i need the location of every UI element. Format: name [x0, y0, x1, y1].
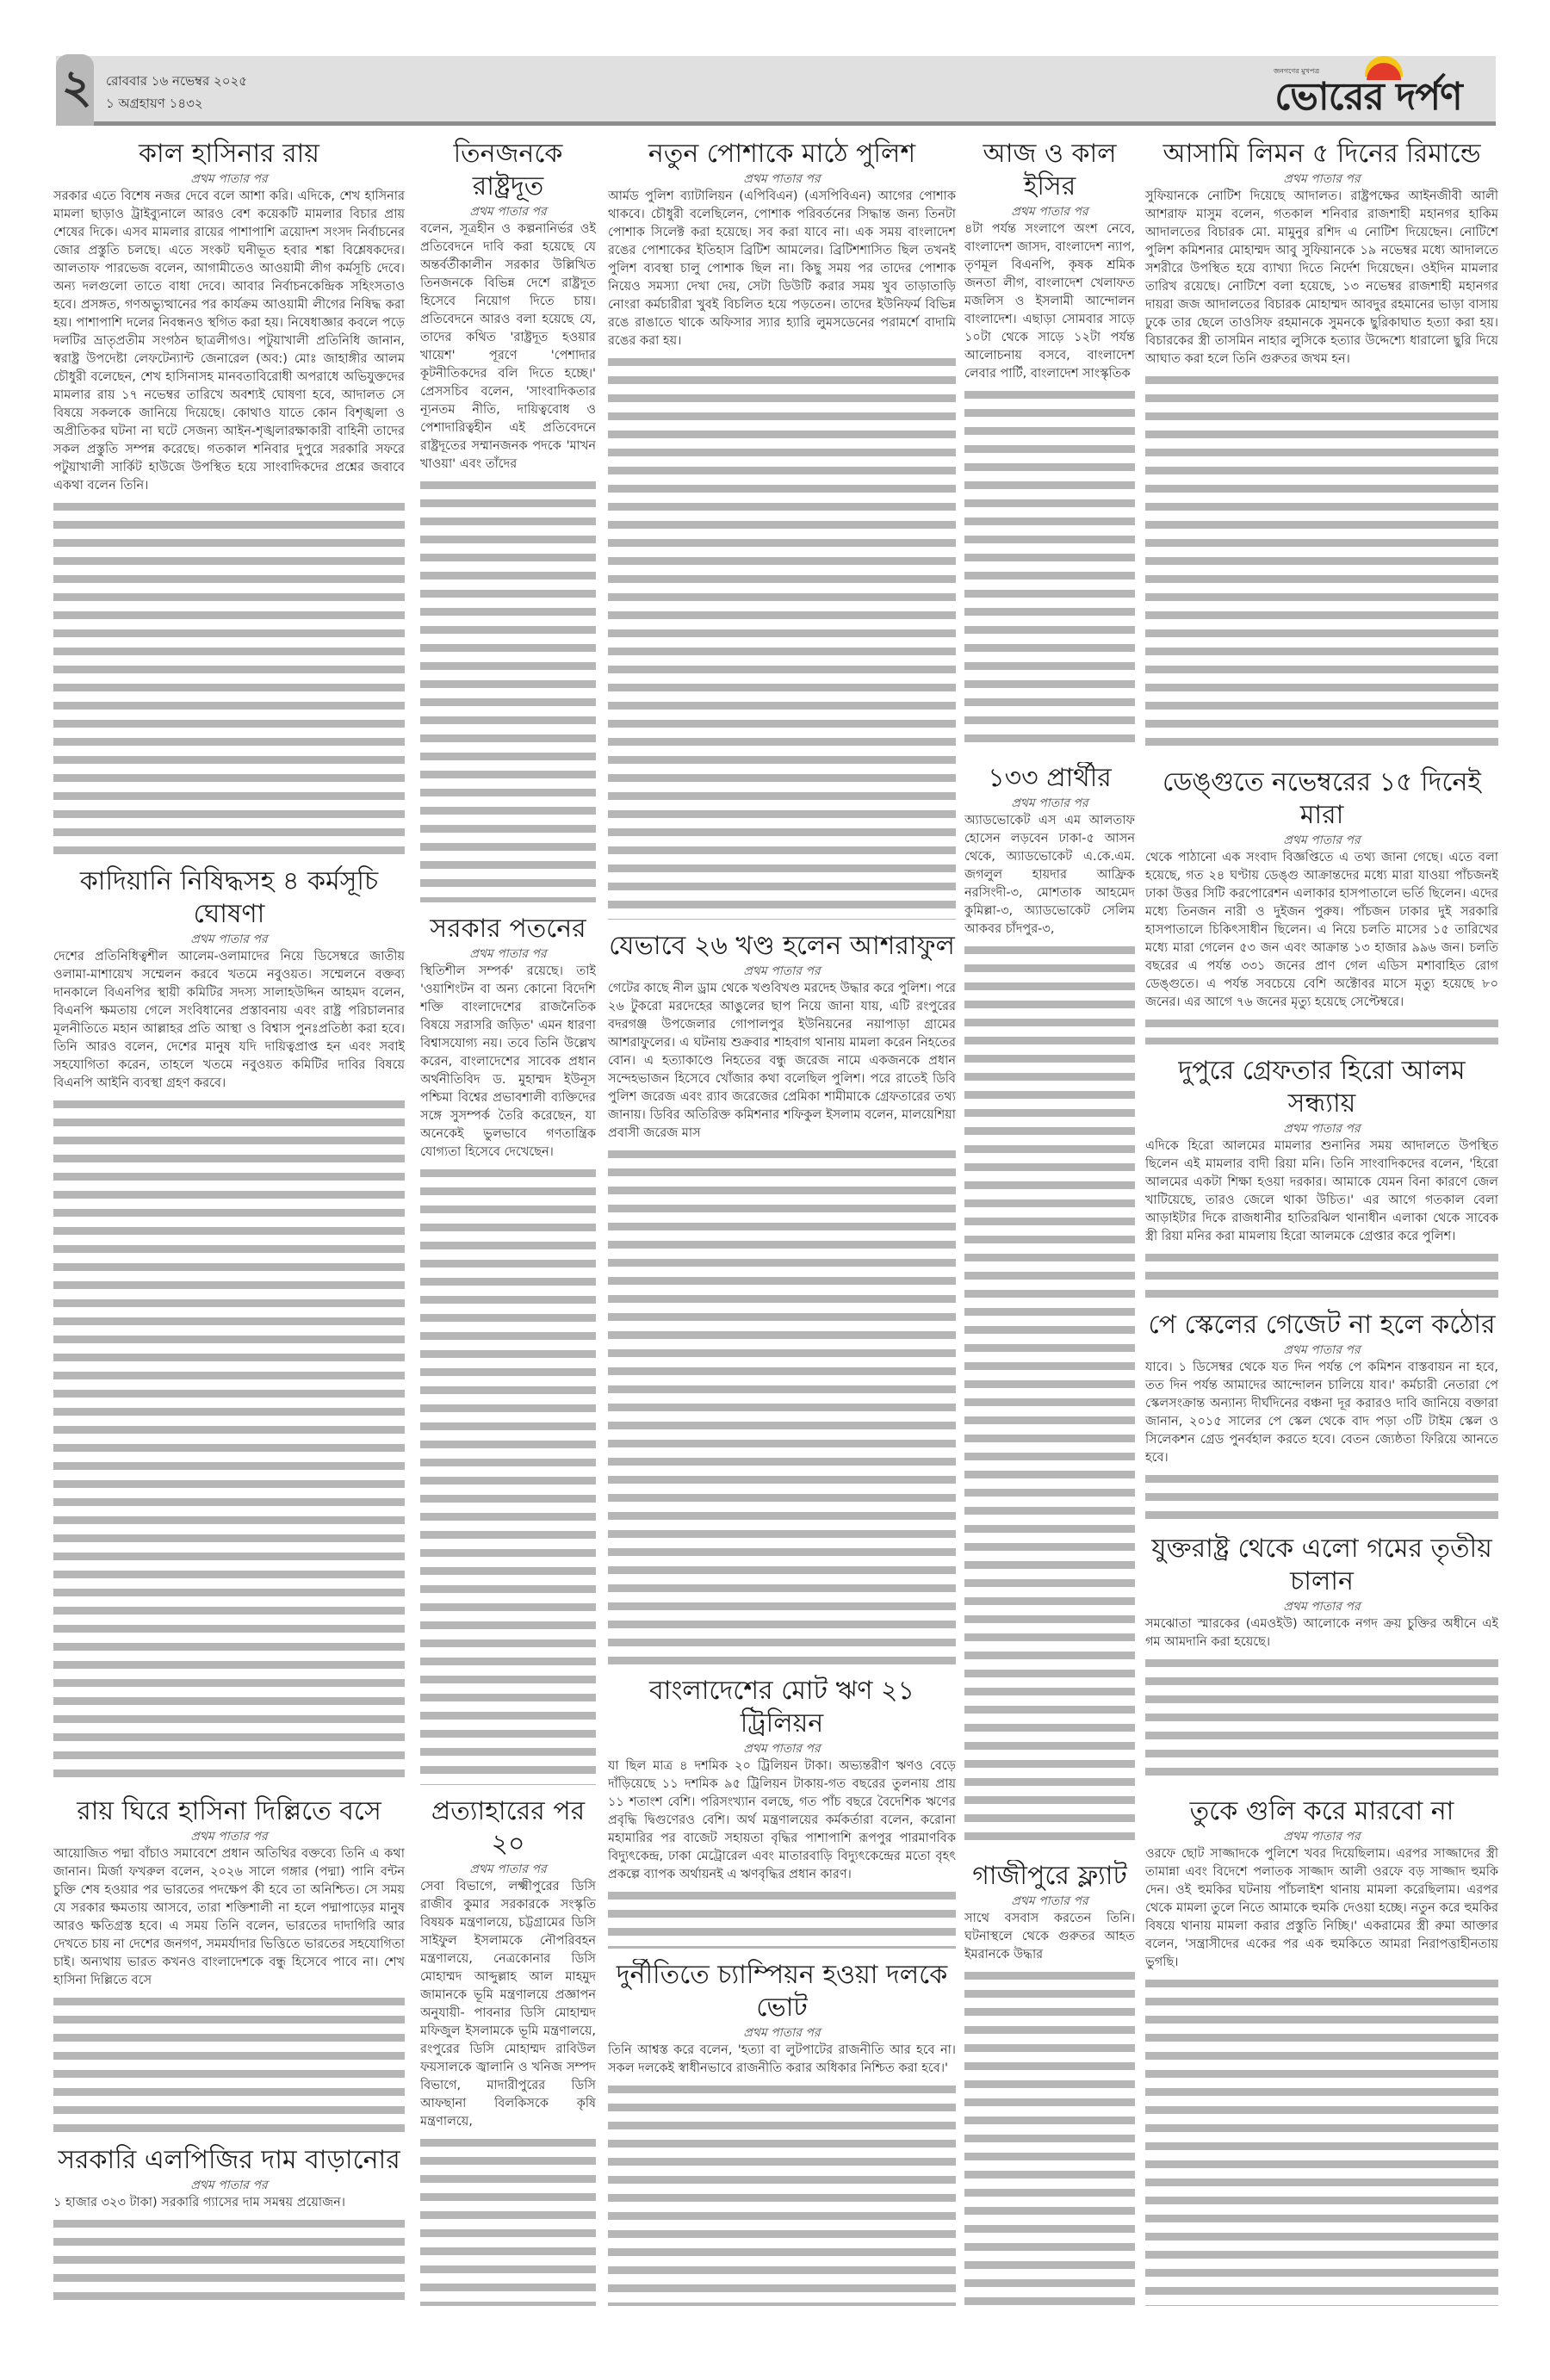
continued-from-front-page-label: প্রথম পাতার পর: [190, 933, 268, 946]
masthead: [56, 56, 1496, 126]
page-number: ২: [61, 59, 92, 114]
column-4: [964, 138, 1135, 2316]
news-article: [964, 138, 1135, 762]
continued-from-front-page-label: প্রথম পাতার পর: [190, 2179, 268, 2192]
article-text-continuation: [53, 1095, 405, 1785]
article-headline: তিনজনকে রাষ্ট্রদূত: [453, 139, 563, 201]
article-body: আর্মড পুলিশ ব্যাটালিয়ন (এপিবিএন) (এসপিবিএন) আগের পোশাক থাকবে। চৌধুরী বলেছিলেন, পোশাক পরিবর্তনের সিদ্ধান্ত জন্য তিনটা পোশাক সিলেক্ট করা হয়েছে। সব করা যাবে না। এক সময় বাংলাদেশ রঙের পোশাকের ইতিহাস ব্রিটিশ আমলের। ব্রিটিশশাসিত ছিল তখনই পুলিশ ব্যবস্থা চালু পোশাক ছিল না। কিছু সময় পর তাদের পোশাক নিয়েও সমস্যা দেখা দেয়, সেটা ডিউটি করার সময় খুব তাড়াতাড়ি নোংরা কর্মচারীরা খুবই বিচলিত হয়ে পড়তেন। তাদের ইউনিফর্ম বিভিন্ন রঙে রাঙাতে থাকে অফিসার স্যার হ্যারি লুমসডেনের পরামর্শে বাদামি রঙের করা হয়।: [608, 189, 956, 348]
news-article: [1145, 766, 1498, 1055]
article-body: আয়োজিত পদ্মা বাঁচাও সমাবেশে প্রধান অতিথির বক্তব্যে তিনি এ কথা জানান। মির্জা ফখরুল বলেন, ২০২৬ সালে গঙ্গার (পদ্মা) পানি বন্টন চুক্তি শেষ হওয়ার পর ভারতের পদক্ষেপ কী হবে তা অনিশ্চিত। সে সময় যে সরকার ক্ষমতায় আসবে, তারা শক্তিশালী না হলে পদ্মাপাড়ের মানুষ আরও ক্ষতিগ্রস্ত হবে। এ সময় তিনি বলেন, ভারতের দাদাগিরি আর দেখতে চায় না দেশের জনগণ, সমমর্যাদার ভিত্তিতে ভারতের সহযোগিতা চাই। অন্যথায় ভারত কখনও বাংলাদেশকে বন্ধু হিসেবে পাবে না। শেখ হাসিনা দিল্লিতে বসে: [53, 1847, 405, 1987]
article-headline: গাজীপুরে ফ্ল্যাট: [972, 1861, 1127, 1891]
article-body: থেকে পাঠানো এক সংবাদ বিজ্ঞপ্তিতে এ তথ্য জানা গেছে। এতে বলা হয়েছে, গত ২৪ ঘণ্টায় ডেঙ্গু আক্রান্তদের মধ্যে মারা যাওয়া পাঁচজনই ঢাকা উত্তর সিটি করপোরেশন এলাকার হাসপাতালে ভর্তি ছিলেন। এদের মধ্যে তিনজন নারী ও দুইজন পুরুষ। পাঁচজন ঢাকার দুই সরকারি হাসপাতালে চিকিৎসাধীন ছিলেন। এ নিয়ে চলতি মাসের ১৫ তারিখের মধ্যে মারা গেলেন ৫৩ জন এবং আক্রান্ত ১৩ হাজার ৯৯৬ জন। চলতি বছরের এ পর্যন্ত ৩৩১ জনের প্রাণ গেল এডিস মশাবাহিত রোগ ডেঙ্গুতে। এ পর্যন্ত সবচেয়ে বেশি অক্টোবর মাসে মৃত্যু হয়েছে ৮০ জনের। এর আগে ৭৬ জনের মৃত্যু হয়েছে সেপ্টেম্বরে।: [1145, 851, 1498, 1009]
article-body: সমঝোতা স্মারকের (এমওইউ) আলোকে নগদ ক্রয় চুক্তির অধীনে এই গম আমদানি করা হয়েছে।: [1145, 1617, 1498, 1649]
column-3: [608, 138, 956, 2316]
article-headline: সরকারি এলপিজির দাম বাড়ানোর: [58, 2145, 400, 2175]
continued-from-front-page-label: প্রথম পাতার পর: [743, 2026, 821, 2040]
continued-from-front-page-label: প্রথম পাতার পর: [469, 205, 547, 219]
continued-from-front-page-label: প্রথম পাতার পর: [469, 947, 547, 961]
article-body: ১ হাজার ৩২৩ টাকা) সরকারি গ্যাসের দাম সমন্বয় প্রয়োজন।: [53, 2196, 345, 2210]
article-headline: দুপুরে গ্রেফতার হিরো আলম সন্ধ্যায়: [1178, 1056, 1466, 1119]
article-text-continuation: [1145, 1014, 1498, 1044]
article-headline: ডেঙ্গুতে নভেম্বরের ১৫ দিনেই মারা: [1162, 767, 1481, 830]
news-article: [964, 762, 1135, 1860]
article-body: যাবে। ১ ডিসেম্বর থেকে যত দিন পর্যন্ত পে কমিশন বাস্তবায়ন না হবে, তত দিন পর্যন্ত আমাদের আন্দোলন চালিয়ে যাব।' কর্মচারী নেতারা পে স্কেলসংক্রান্ত অন্যান্য দীর্ঘদিনের বঞ্চনা দূর করারও দাবি জানিয়ে বক্তারা জানান, ২০১৫ সালের পে স্কেল থেকে বাদ পড়া ৩টি টাইম স্কেল ও সিলেকশন গ্রেড পুনর্বহাল করতে হবে। বেতন জ্যেষ্ঠতা ফিরিয়ে আনতে হবে।: [1145, 1360, 1498, 1465]
article-body: সেবা বিভাগে, লক্ষ্মীপুরের ডিসি রাজীব কুমার সরকারকে সংস্কৃতি বিষয়ক মন্ত্রণালয়ে, চট্টগ্রামের ডিসি সাইফুল ইসলামকে নৌপরিবহন মন্ত্রণালয়ে, নেত্রকোনার ডিসি মোহাম্মদ আব্দুল্লাহ আল মাহমুদ জামানকে ভূমি মন্ত্রণালয়ে প্রজ্ঞাপন অনুযায়ী- পাবনার ডিসি মোহাম্মদ মফিজুল ইসলামকে ভূমি মন্ত্রণালয়ে, রংপুরের ডিসি মোহাম্মদ রাবিউল ফয়সালকে জ্বালানি ও খনিজ সম্পদ বিভাগে, মাদারীপুরের ডিসি আফছানা বিলকিসকে কৃষি মন্ত্রণালয়ে,: [420, 1880, 596, 2129]
continued-from-front-page-label: প্রথম পাতার পর: [1011, 1894, 1088, 1908]
article-headline: আসামি লিমন ৫ দিনের রিমান্ডে: [1162, 139, 1481, 169]
article-body: তিনি আশ্বস্ত করে বলেন, 'হত্যা বা লুটপাটের রাজনীতি আর হবে না। সকল দলকেই স্বাধীনভাবে রাজনীতি করার অধিকার নিশ্চিত করা হবে।': [608, 2043, 956, 2075]
news-article: [53, 1795, 405, 2144]
continued-from-front-page-label: প্রথম পাতার পর: [1283, 1122, 1361, 1136]
continued-from-front-page-label: প্রথম পাতার পর: [1011, 796, 1088, 810]
article-text-continuation: [53, 498, 405, 855]
article-headline: রায় ঘিরে হাসিনা দিল্লিতে বসে: [77, 1796, 381, 1826]
news-article: [53, 865, 405, 1795]
article-headline: প্রত্যাহারের পর ২০: [431, 1796, 586, 1859]
news-article: [53, 2144, 405, 2316]
logo-name: ভোরের দর্পণ: [1274, 75, 1462, 119]
article-text-continuation: [964, 1967, 1135, 2306]
news-article: [420, 138, 596, 913]
news-article: [608, 138, 956, 930]
continued-from-front-page-label: প্রথম পাতার পর: [190, 172, 268, 186]
article-text-continuation: [608, 1145, 956, 1664]
article-text-continuation: [964, 386, 1135, 752]
article-headline: পে স্কেলের গেজেট না হলে কঠোর: [1148, 1310, 1496, 1340]
article-body: এদিকে হিরো আলমের মামলার শুনানির সময় আদালতে উপস্থিত ছিলেন এই মামলার বাদী রিয়া মনি। তিনি সাংবাদিকদের বলেন, 'হিরো আলমের একটা শিক্ষা হওয়া দরকার। আমাকে যেমন বিনা কারণে জেল খাটিয়েছে, তারও জেলে থাকা উচিত।' এর আগে গতকাল বেলা আড়াইটার দিকে রাজধানীর হাতিরঝিল থানাধীন এলাকা থেকে সাবেক স্ত্রী রিয়া মনির করা মামলায় হিরো আলমকে গ্রেপ্তার করে পুলিশ।: [1145, 1139, 1498, 1243]
article-headline: নতুন পোশাকে মাঠে পুলিশ: [648, 139, 916, 169]
article-body: ওরফে ছোট সাজ্জাদকে পুলিশে খবর দিয়েছিলাম। এরপর সাজ্জাদের স্ত্রী তামান্না এবং বিদেশে পলাতক সাজ্জাদ আলী ওরফে বড় সাজ্জাদ হুমকি দেন। ওই হুমকির ঘটনায় পাঁচলাইশ থানায় মামলা করেছিলাম। এরপর থেকে মামলা তুলে নিতে আমাকে হুমকি দেওয়া হচ্ছে। নতুন করে হুমকির বিষয়ে থানায় মামলা করার প্রস্তুতি নিচ্ছি।' একরামের স্ত্রী রুমা আক্তার বলেন, 'সন্ত্রাসীদের একের পর এক হুমকিতে আমরা নিরাপত্তাহীনতায় ভুগছি।: [1145, 1847, 1498, 1969]
continued-from-front-page-label: প্রথম পাতার পর: [743, 1742, 821, 1756]
article-text-continuation: [608, 353, 956, 920]
article-text-continuation: [420, 476, 596, 902]
article-body: দেশের প্রতিনিধিত্বশীল আলেম-ওলামাদের নিয়ে ডিসেম্বরে জাতীয় ওলামা-মাশায়েখ সম্মেলন করবে খতমে নবুওয়ত। সম্মেলনে বক্তব্য দানকালে বিএনপির স্থায়ী কমিটির সদস্য সালাহউদ্দিন আহমদ বলেন, বিএনপি ক্ষমতায় গেলে সংবিধানের প্রস্তাবনায় এবং রাষ্ট্র পরিচালনার মূলনীতিতে মহান আল্লাহর প্রতি আস্থা ও বিশ্বাস পুনঃপ্রতিষ্ঠা করা হবে। তিনি আরও বলেন, দেশের মানুষ যদি দায়িত্বপ্রাপ্ত হন এবং সবাই সহযোগিতা করেন, তাহলে খতমে নবুওয়ত কমিটির দাবির বিষয়ে বিএনপি আইনি ব্যবস্থা গ্রহণ করবে।: [53, 950, 405, 1090]
article-text-continuation: [1145, 1249, 1498, 1298]
article-body: সাথে বসবাস করতেন তিনি। ঘটনাস্থলে থেকে গুরুতর আহত ইমরানকে উদ্ধার: [964, 1912, 1135, 1962]
article-body: ৪টা পর্যন্ত সংলাপে অংশ নেবে, বাংলাদেশ জাসদ, বাংলাদেশ ন্যাপ, তৃণমূল বিএনপি, কৃষক শ্রমিক জনতা লীগ, বাংলাদেশ খেলাফত মজলিস ও ইসলামী আন্দোলন বাংলাদেশ। এছাড়া সোমবার সাড়ে ১০টা থেকে সাড়ে ১২টা পর্যন্ত আলোচনায় বসবে, বাংলাদেশ লেবার পার্টি, বাংলাদেশ সাংস্কৃতিক: [964, 222, 1135, 381]
article-text-continuation: [1145, 1470, 1498, 1522]
article-text-continuation: [420, 2134, 596, 2306]
continued-from-front-page-label: প্রথম পাতার পর: [743, 172, 821, 186]
news-article: [1145, 138, 1498, 766]
newspaper-logo: [1265, 59, 1472, 120]
article-text-continuation: [53, 1993, 405, 2134]
logo-tagline: জনগণের মুখপত্র: [1274, 67, 1320, 75]
news-article: [608, 930, 956, 1675]
continued-from-front-page-label: প্রথম পাতার পর: [1283, 834, 1361, 847]
article-headline: কাদিয়ানি নিষিদ্ধসহ ৪ কর্মসূচি ঘোষণা: [79, 866, 379, 929]
article-headline: যেভাবে ২৬ খণ্ড হলেন আশরাফুল: [609, 931, 955, 961]
continued-from-front-page-label: প্রথম পাতার পর: [190, 1830, 268, 1844]
continued-from-front-page-label: প্রথম পাতার পর: [469, 1862, 547, 1876]
article-text-continuation: [1145, 1974, 1498, 2306]
column-5: [1145, 138, 1498, 2316]
continued-from-front-page-label: প্রথম পাতার পর: [1283, 1343, 1361, 1357]
article-text-continuation: [53, 2215, 405, 2306]
news-article: [1145, 1533, 1498, 1795]
article-text-continuation: [964, 941, 1135, 1850]
column-2: [420, 138, 596, 2316]
article-body: স্থিতিশীল সম্পর্ক' রয়েছে। তাই 'ওয়াশিংটন বা অন্য কোনো বিদেশি শক্তি বাংলাদেশের রাজনৈতিক বিষয়ে সরাসরি জড়িত' এমন ধারণা বিশ্বাসযোগ্য নয়। তবে তিনি উল্লেখ করেন, বাংলাদেশের সাবেক প্রধান অর্থনীতিবিদ ড. মুহাম্মদ ইউনূস পশ্চিমা বিশ্বের প্রভাবশালী ব্যক্তিদের সঙ্গে সুসম্পর্ক তৈরি করেছেন, যা অনেকেই ভুলভাবে গণতান্ত্রিক যোগ্যতা হিসেবে দেখেছেন।: [420, 964, 596, 1159]
article-headline: আজ ও কাল ইসির: [983, 139, 1117, 201]
article-headline: দুর্নীতিতে চ্যাম্পিয়ন হওয়া দলকে ভোট: [616, 1960, 948, 2023]
column-1: [53, 138, 405, 2316]
news-article: [608, 1675, 956, 1959]
article-headline: যুক্তরাষ্ট্র থেকে এলো গমের তৃতীয় চালান: [1151, 1534, 1492, 1596]
news-article: [1145, 1309, 1498, 1533]
continued-from-front-page-label: প্রথম পাতার পর: [1011, 205, 1088, 219]
article-headline: তুকে গুলি করে মারবো না: [1189, 1796, 1454, 1826]
article-text-continuation: [1145, 371, 1498, 756]
article-headline: ১৩৩ প্রার্থীর: [988, 763, 1112, 793]
continued-from-front-page-label: প্রথম পাতার পর: [1283, 1600, 1361, 1614]
news-article: [964, 1860, 1135, 2316]
continued-from-front-page-label: প্রথম পাতার পর: [1283, 1830, 1361, 1844]
article-text-continuation: [1145, 1654, 1498, 1785]
date-gregorian: রোববার ১৬ নভেম্বর ২০২৫: [106, 73, 248, 89]
article-body: বলেন, সূত্রহীন ও কল্পনানির্ভর ওই প্রতিবেদনে দাবি করা হয়েছে যে অন্তর্বর্তীকালীন সরকার উল্লিখিত তিনজনকে বিভিন্ন দেশে রাষ্ট্রদূত হিসেবে নিয়োগ দিতে চায়। প্রতিবেদনে আরও বলা হয়েছে যে, তাদের কথিত 'রাষ্ট্রদূত হওয়ার খায়েশ' পূরণে 'পেশাদার কূটনীতিকদের বলি দিতে হচ্ছে।' প্রেসসচিব বলেন, 'সাংবাদিকতার ন্যূনতম নীতি, দায়িত্ববোধ ও পেশাদারিত্বহীন এই প্রতিবেদনে রাষ্ট্রদূতের সম্মানজনক পদকে 'মাখন খাওয়া' এবং তাঁদের: [420, 222, 596, 471]
article-text-continuation: [420, 1164, 596, 1785]
article-body: যা ছিল মাত্র ৪ দশমিক ২০ ট্রিলিয়ন টাকা। অভ্যন্তরীণ ঋণও বেড়ে দাঁড়িয়েছে ১১ দশমিক ৯৫ ট্রিলিয়ন টাকায়-গত বছরের তুলনায় প্রায় ১১ শতাংশ বেশি। পরিসংখ্যান বলছে, গত পাঁচ বছরে বৈদেশিক ঋণের প্রবৃদ্ধি দ্বিগুণেরও বেশি। অর্থ মন্ত্রণালয়ের কর্মকর্তারা বলেন, করোনা মহামারির পর বাজেট সহায়তা বৃদ্ধির পাশাপাশি রূপপুর পারমাণবিক বিদ্যুৎকেন্দ্র, ঢাকা মেট্রোরেল এবং মাতারবাড়ি বিদ্যুৎকেন্দ্রের মতো বৃহৎ প্রকল্পে ব্যাপক অর্থায়নই এ ঋণবৃদ্ধির প্রধান কারণ।: [608, 1759, 956, 1881]
news-article: [53, 138, 405, 865]
article-headline: বাংলাদেশের মোট ঋণ ২১ ট্রিলিয়ন: [649, 1676, 914, 1739]
continued-from-front-page-label: প্রথম পাতার পর: [1283, 172, 1361, 186]
news-article: [1145, 1055, 1498, 1309]
news-article: [420, 913, 596, 1795]
article-text-continuation: [608, 2080, 956, 2306]
article-body: গেটের কাছে নীল ড্রাম থেকে খণ্ডবিখণ্ড মরদেহ উদ্ধার করে পুলিশ। পরে ২৬ টুকরো মরদেহের আঙুলের ছাপ নিয়ে জানা যায়, এটি রংপুরের বদরগঞ্জ উপজেলার গোপালপুর ইউনিয়নের নয়াপাড়া গ্রামের আশরাফুলের। এ ঘটনায় শুক্রবার শাহবাগ থানায় মামলা করেন নিহতের বোন। এ হত্যাকাণ্ডে নিহতের বন্ধু জরেজ নামে একজনকে প্রধান সন্দেহভাজন হিসেবে খোঁজার কথা বলেছিল পুলিশ। পরে রাতেই ডিবি পুলিশ জরেজ এবং র‍্যাব জরেজের প্রেমিকা শামীমাকে গ্রেফতারের তথ্য জানায়। ডিবির অতিরিক্ত কমিশনার শফিকুল ইসলাম বলেন, মালয়েশিয়া প্রবাসী জরেজ মাস: [608, 982, 956, 1140]
news-article: [420, 1795, 596, 2316]
article-body: সরকার এতে বিশেষ নজর দেবে বলে আশা করি। এদিকে, শেখ হাসিনার মামলা ছাড়াও ট্রাইব্যুনালে আরও বেশ কয়েকটি মামলার বিচার প্রায় শেষের দিকে। এসব মামলার রায়ের পাশাপাশি ত্রয়োদশ সংসদ নির্বাচনের জোর প্রস্তুতি চলছে। এতে সংকট ঘনীভূত হবার শঙ্কা বিশ্লেষকদের। আলতাফ পারভেজ বলেন, আগামীতেও আওয়ামী লীগ কর্মসূচি দেবে। অন্য দলগুলো তাতে বাধা দেবে। আবার নির্বাচনকেন্দ্রিক সহিংসতাও হবে। প্রসঙ্গত, গণঅভ্যুত্থানের পর কার্যক্রম আওয়ামী লীগের নিষিদ্ধ করা হয়। পাশাপাশি দলের নিবন্ধনও স্থগিত করা হয়। নিষেধাজ্ঞার কবলে পড়ে দলটির ভ্রাতৃপ্রতীম সংগঠন ছাত্রলীগও। পটুয়াখালী প্রতিনিধি জানান, স্বরাষ্ট্র উপদেষ্টা লেফটেন্যান্ট জেনারেল (অব:) মোঃ জাহাঙ্গীর আলম চৌধুরী বলেছেন, শেখ হাসিনাসহ মানবতাবিরোধী অপরাধে অভিযুক্তদের মামলার রায় ১৭ নভেম্বর তারিখে অবশ্যই ঘোষণা হবে, আদালত সে বিষয়ে সকলকে জানিয়ে দিয়েছে। কোথাও যাতে কোন বিশৃঙ্খলা ও অপ্রীতিকর ঘটনা না ঘটে সেজন্য আইন-শৃঙ্খলারক্ষাকারী বাহিনী তাদের সকল প্রস্তুতি সম্পন্ন করেছে। গতকাল শনিবার দুপুরে সরকারি সফরে পটুয়াখালী সার্কিট হাউজে উপস্থিত হয়ে সাংবাদিকদের প্রশ্নের জবাবে একথা বলেন তিনি।: [53, 189, 405, 493]
news-article: [608, 1959, 956, 2316]
article-headline: কাল হাসিনার রায়: [139, 139, 319, 169]
date-bangla: ১ অগ্রহায়ণ ১৪৩২: [106, 96, 203, 111]
article-text-continuation: [608, 1887, 956, 1949]
page-number-tab: [56, 54, 94, 126]
article-body: সুফিয়ানকে নোটিশ দিয়েছে আদালত। রাষ্ট্রপক্ষের আইনজীবী আলী আশরাফ মাসুম বলেন, গতকাল শনিবার রাজশাহী মহানগর হাকিম আদালতের বিচারক মো. মামুনুর রশিদ এ নোটিশ দিয়েছেন। নোটিশে পুলিশ কমিশনার মোহাম্মদ আবু সুফিয়ানকে ১৯ নভেম্বর মধ্যে আদালতে সশরীরে উপস্থিত হয়ে ব্যাখ্যা দিতে নির্দেশ দিয়েছেন। ওইদিন মামলার তারিখ রয়েছে। নোটিশে বলা হয়েছে, ১৩ নভেম্বর রাজশাহী মহানগর দায়রা জজ আদালতের বিচারক মোহাম্মদ আবদুর রহমানের ভাড়া বাসায় ঢুকে তার ছেলে তাওসিফ রহমানকে সুমনকে ছুরিকাঘাত হত্যা করা হয়। বিচারকের স্ত্রী তাসমিন নাহার লুসিকে হত্যার উদ্দেশ্যে ধারালো ছুরি দিয়ে আঘাত করা হলে তিনি গুরুতর জখম হন।: [1145, 189, 1498, 366]
continued-from-front-page-label: প্রথম পাতার পর: [743, 964, 821, 978]
article-headline: সরকার পতনের: [430, 914, 586, 944]
article-body: অ্যাডভোকেট এস এম আলতাফ হোসেন লড়বেন ঢাকা-৫ আসন থেকে, অ্যাডভোকেট এ.কে.এম. জগলুল হায়দার আফ্রিক নরসিংদী-৩, মোশতাক আহমেদ কুমিল্লা-৩, অ্যাডভোকেট সেলিম আকবর চাঁদপুর-৩,: [964, 814, 1135, 936]
news-article: [1145, 1795, 1498, 2316]
